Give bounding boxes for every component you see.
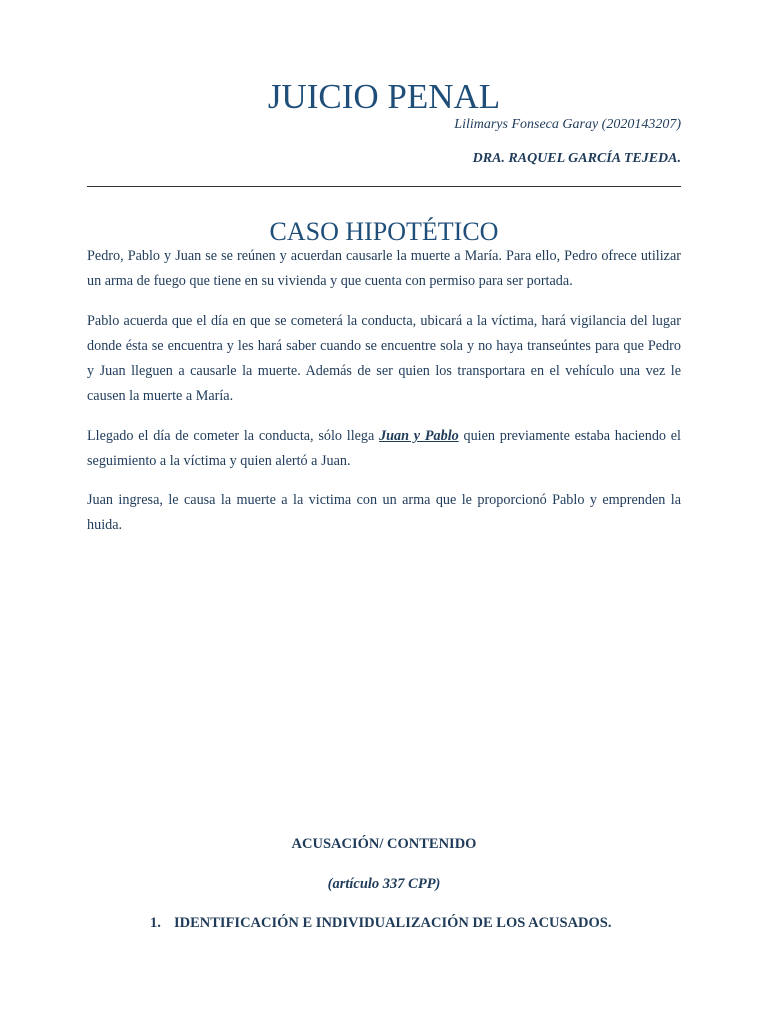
emphasized-names: Juan y Pablo — [379, 428, 459, 444]
section-heading: ACUSACIÓN/ CONTENIDO — [291, 836, 477, 852]
section-subheading: (artículo 337 CPP) — [327, 876, 441, 892]
header-divider — [87, 186, 681, 187]
case-title: CASO HIPOTÉTICO — [269, 217, 499, 246]
item-number: 1. — [150, 915, 161, 931]
case-paragraph-2: Pablo acuerda que el día en que se cometerá la conducta, ubicará a la víctima, hará vigilancia del lugar donde ésta se encuentra y les hará saber cuando se encuentre sola y no haya transeúntes para que Pedro y Juan lleguen a causarle la muerte. Además de ser quien los transportara en el vehículo una vez le causen la muerte a María. — [87, 313, 681, 404]
case-paragraph-4: Juan ingresa, le causa la muerte a la victima con un arma que le proporcionó Pablo y emprenden la huida. — [87, 492, 681, 533]
case-paragraph-3-after: quien previamente estaba haciendo el seguimiento a la víctima y quien alertó a Juan. — [87, 428, 681, 469]
case-paragraph-3 — [87, 424, 681, 474]
professor-line: DRA. RAQUEL GARCÍA TEJEDA. — [472, 151, 681, 166]
case-body — [87, 244, 681, 552]
document-title: JUICIO PENAL — [267, 77, 501, 116]
numbered-item — [150, 913, 612, 933]
case-paragraph-3-before: Llegado el día de cometer la conducta, sólo llega — [87, 428, 380, 444]
item-text: IDENTIFICACIÓN E INDIVIDUALIZACIÓN DE LOS ACUSADOS. — [174, 915, 612, 931]
author-line: Lilimarys Fonseca Garay (2020143207) — [454, 117, 681, 132]
case-paragraph-1: Pedro, Pablo y Juan se se reúnen y acuerdan causarle la muerte a María. Para ello, Pedro ofrece utilizar un arma de fuego que tiene en su vivienda y que cuenta con permiso para ser portada. — [87, 248, 681, 289]
